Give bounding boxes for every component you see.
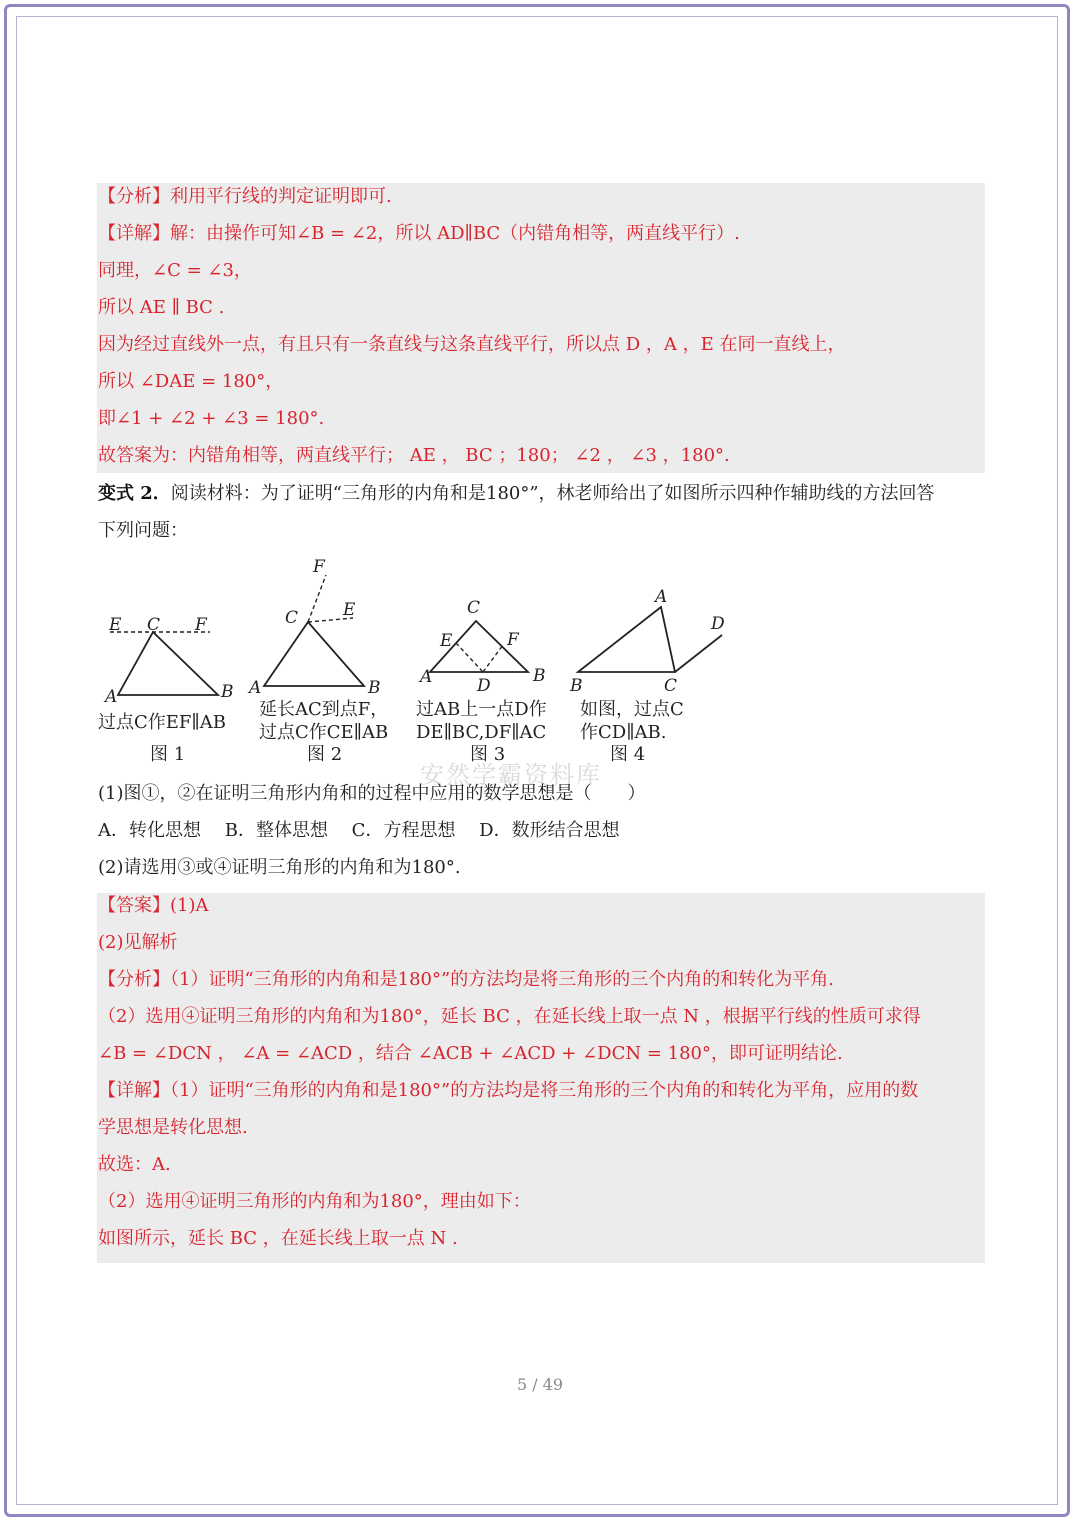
detail-line: 【详解】解：由操作可知∠B = ∠2，所以 AD∥BC（内错角相等，两直线平行）. <box>98 223 740 244</box>
fig3-label-b: B <box>533 666 546 686</box>
figure-1 <box>103 615 234 705</box>
fig3-label-c: C <box>467 598 481 618</box>
question-intro <box>98 482 935 506</box>
fig1-label-f: F <box>195 615 207 635</box>
fig4-label-b: B <box>570 676 583 696</box>
question-heading: 变式 2． <box>98 483 171 504</box>
choice-line: 故选：A. <box>98 1154 171 1175</box>
detail-line-4: （2）选用④证明三角形的内角和为180°，理由如下： <box>98 1191 531 1212</box>
fig4-number: 图 4 <box>610 744 646 765</box>
answer-line-1: 【答案】(1)A <box>98 895 209 916</box>
fig1-label-a: A <box>105 687 118 705</box>
fig2-label-a: A <box>249 678 262 698</box>
solution-line-3: 同理，∠C = ∠3， <box>98 260 252 281</box>
detail-line-2: 【详解】（1）证明“三角形的内角和是180°”的方法均是将三角形的三个内角的和转化为平角，应用的数 <box>98 1080 919 1101</box>
solution-line-5: 因为经过直线外一点，有且只有一条直线与这条直线平行，所以点 D ，A ，E 在同一直线上， <box>98 334 846 355</box>
answer-line: 故答案为：内错角相等，两直线平行； AE ， BC ；180； ∠2 ， ∠3 ，180°. <box>98 445 730 466</box>
watermark: 安然学霸资料库 <box>420 761 602 789</box>
fig4-caption-1: 如图，过点C <box>580 699 684 720</box>
detail-line-5: 如图所示，延长 BC ，在延长线上取一点 N . <box>98 1228 458 1249</box>
fig4-label-c: C <box>664 676 678 696</box>
part1-question: (1)图①，②在证明三角形内角和的过程中应用的数学思想是（ ） <box>98 783 646 804</box>
fig3-caption-1: 过AB上一点D作 <box>416 699 547 720</box>
part2-question: (2)请选用③或④证明三角形的内角和为180°. <box>98 857 461 878</box>
solution-line-4: 所以 AE ∥ BC . <box>98 297 225 318</box>
fig1-label-b: B <box>221 682 234 702</box>
solution-line-7: 即∠1 + ∠2 + ∠3 = 180°. <box>98 408 325 429</box>
fig2-label-e: E <box>343 600 356 620</box>
question-intro-text: 阅读材料：为了证明“三角形的内角和是180°”，林老师给出了如图所示四种作辅助线的方法回答 <box>170 483 935 504</box>
fig1-caption: 过点C作EF∥AB <box>98 712 226 733</box>
figures-svg <box>98 555 738 705</box>
analysis-line-4: ∠B = ∠DCN ， ∠A = ∠ACD ，结合 ∠ACB + ∠ACD + ∠DCN = 180°，即可证明结论. <box>98 1043 843 1064</box>
fig3-number: 图 3 <box>470 744 506 765</box>
fig4-label-a: A <box>655 587 668 607</box>
fig3-label-d: D <box>477 676 491 696</box>
analysis-line-2: 【分析】（1）证明“三角形的内角和是180°”的方法均是将三角形的三个内角的和转化为平角. <box>98 969 834 990</box>
fig1-label-e: E <box>109 615 122 635</box>
fig2-label-b: B <box>368 678 381 698</box>
analysis-line: 【分析】利用平行线的判定证明即可. <box>98 186 392 207</box>
figure-3 <box>418 598 546 696</box>
figure-2 <box>247 557 381 698</box>
figure-4 <box>569 587 725 696</box>
fig3-label-a: A <box>420 667 433 687</box>
fig4-label-d: D <box>711 614 725 634</box>
answer-line-2: (2)见解析 <box>98 932 178 953</box>
fig3-label-e: E <box>440 631 453 651</box>
fig2-label-c: C <box>285 608 299 628</box>
fig2-number: 图 2 <box>307 744 343 765</box>
fig3-caption-2: DE∥BC,DF∥AC <box>416 722 547 743</box>
solution-line-6: 所以 ∠DAE = 180°， <box>98 371 284 392</box>
fig2-caption-2: 过点C作CE∥AB <box>259 722 389 743</box>
fig2-caption-1: 延长AC到点F， <box>259 699 389 720</box>
fig1-label-c: C <box>147 615 161 635</box>
fig1-number: 图 1 <box>150 744 186 765</box>
fig4-caption-2: 作CD∥AB. <box>580 722 667 743</box>
analysis-line-3: （2）选用④证明三角形的内角和为180°，延长 BC ，在延长线上取一点 N ，根据平行线的性质可求得 <box>98 1006 921 1027</box>
detail-line-3: 学思想是转化思想. <box>98 1117 248 1138</box>
page-number: 5 / 49 <box>516 1375 564 1394</box>
fig3-label-f: F <box>507 630 519 650</box>
fig2-label-f: F <box>313 557 325 577</box>
part1-options: A．转化思想 B．整体思想 C．方程思想 D．数形结合思想 <box>98 820 620 841</box>
question-intro-2: 下列问题： <box>98 520 188 541</box>
